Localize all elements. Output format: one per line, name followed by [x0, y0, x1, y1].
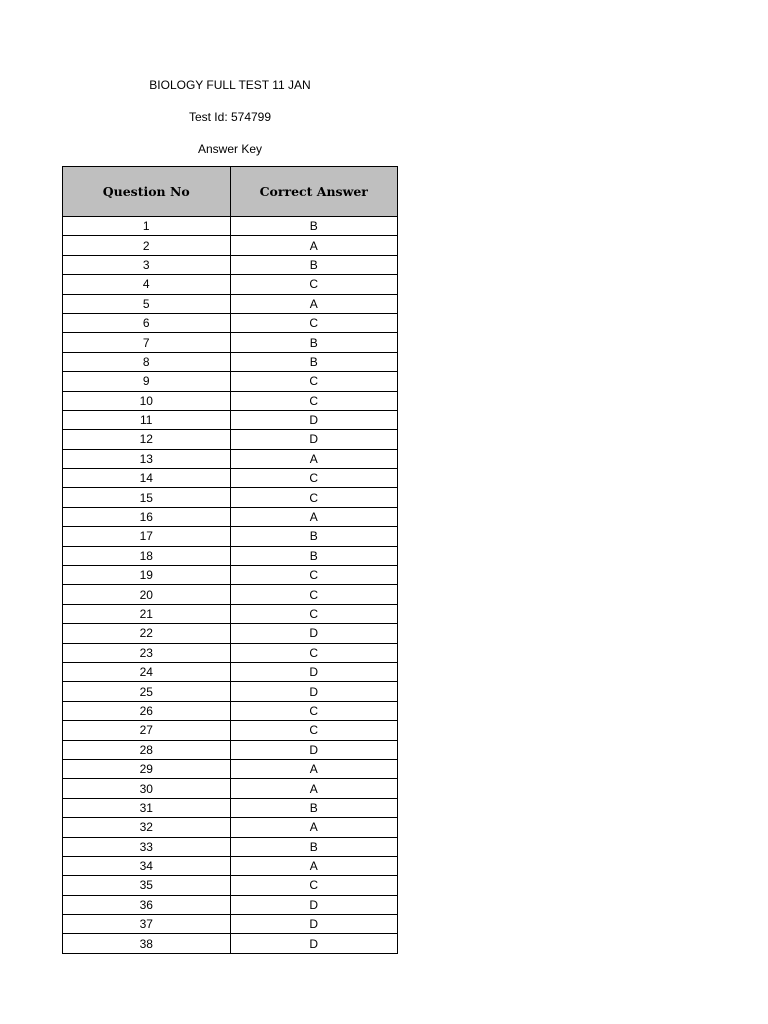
correct-answer-cell: C	[230, 721, 398, 740]
correct-answer-cell: C	[230, 643, 398, 662]
table-row	[63, 488, 398, 507]
question-number-cell: 3	[63, 255, 231, 274]
table-row	[63, 449, 398, 468]
question-number-cell: 13	[63, 449, 231, 468]
question-number-cell: 33	[63, 837, 231, 856]
answer-key-table	[62, 166, 398, 954]
table-row	[63, 856, 398, 875]
table-row	[63, 507, 398, 526]
table-row	[63, 313, 398, 332]
question-number-cell: 37	[63, 915, 231, 934]
question-number-cell: 10	[63, 391, 231, 410]
correct-answer-cell: D	[230, 934, 398, 953]
question-number-cell: 8	[63, 352, 231, 371]
question-number-cell: 4	[63, 275, 231, 294]
correct-answer-cell: D	[230, 662, 398, 681]
question-number-cell: 16	[63, 507, 231, 526]
question-number-cell: 7	[63, 333, 231, 352]
column-header-question-no: Question No	[63, 167, 231, 217]
question-number-cell: 5	[63, 294, 231, 313]
table-row	[63, 604, 398, 623]
question-number-cell: 26	[63, 701, 231, 720]
table-row	[63, 895, 398, 914]
question-number-cell: 29	[63, 759, 231, 778]
question-number-cell: 36	[63, 895, 231, 914]
correct-answer-cell: B	[230, 333, 398, 352]
question-number-cell: 28	[63, 740, 231, 759]
table-row	[63, 527, 398, 546]
correct-answer-cell: B	[230, 798, 398, 817]
table-row	[63, 915, 398, 934]
correct-answer-cell: A	[230, 818, 398, 837]
question-number-cell: 23	[63, 643, 231, 662]
correct-answer-cell: D	[230, 740, 398, 759]
correct-answer-cell: D	[230, 410, 398, 429]
correct-answer-cell: A	[230, 449, 398, 468]
correct-answer-cell: B	[230, 527, 398, 546]
correct-answer-cell: B	[230, 217, 398, 236]
table-row	[63, 759, 398, 778]
table-row	[63, 566, 398, 585]
question-number-cell: 15	[63, 488, 231, 507]
question-number-cell: 20	[63, 585, 231, 604]
correct-answer-cell: A	[230, 779, 398, 798]
table-header-row	[63, 167, 398, 217]
question-number-cell: 25	[63, 682, 231, 701]
table-row	[63, 410, 398, 429]
table-row	[63, 546, 398, 565]
table-row	[63, 275, 398, 294]
correct-answer-cell: C	[230, 585, 398, 604]
table-row	[63, 876, 398, 895]
table-row	[63, 643, 398, 662]
table-row	[63, 333, 398, 352]
correct-answer-cell: B	[230, 546, 398, 565]
question-number-cell: 34	[63, 856, 231, 875]
table-row	[63, 430, 398, 449]
table-row	[63, 740, 398, 759]
question-number-cell: 38	[63, 934, 231, 953]
correct-answer-cell: C	[230, 275, 398, 294]
correct-answer-cell: C	[230, 566, 398, 585]
question-number-cell: 2	[63, 236, 231, 255]
correct-answer-cell: A	[230, 294, 398, 313]
correct-answer-cell: B	[230, 352, 398, 371]
correct-answer-cell: C	[230, 372, 398, 391]
question-number-cell: 22	[63, 624, 231, 643]
correct-answer-cell: A	[230, 236, 398, 255]
table-row	[63, 779, 398, 798]
correct-answer-cell: C	[230, 701, 398, 720]
table-row	[63, 624, 398, 643]
correct-answer-cell: C	[230, 876, 398, 895]
table-row	[63, 391, 398, 410]
correct-answer-cell: D	[230, 430, 398, 449]
column-header-correct-answer: Correct Answer	[230, 167, 398, 217]
correct-answer-cell: C	[230, 391, 398, 410]
correct-answer-cell: D	[230, 915, 398, 934]
question-number-cell: 21	[63, 604, 231, 623]
question-number-cell: 35	[63, 876, 231, 895]
table-row	[63, 255, 398, 274]
table-row	[63, 662, 398, 681]
question-number-cell: 11	[63, 410, 231, 429]
table-row	[63, 372, 398, 391]
correct-answer-cell: A	[230, 507, 398, 526]
question-number-cell: 18	[63, 546, 231, 565]
question-number-cell: 12	[63, 430, 231, 449]
correct-answer-cell: C	[230, 313, 398, 332]
table-row	[63, 294, 398, 313]
question-number-cell: 14	[63, 469, 231, 488]
table-row	[63, 934, 398, 953]
table-row	[63, 682, 398, 701]
table-row	[63, 798, 398, 817]
table-row	[63, 837, 398, 856]
correct-answer-cell: B	[230, 837, 398, 856]
question-number-cell: 32	[63, 818, 231, 837]
question-number-cell: 6	[63, 313, 231, 332]
table-row	[63, 217, 398, 236]
table-row	[63, 352, 398, 371]
correct-answer-cell: D	[230, 624, 398, 643]
table-row	[63, 469, 398, 488]
question-number-cell: 24	[63, 662, 231, 681]
document-title: BIOLOGY FULL TEST 11 JAN	[149, 78, 311, 92]
question-number-cell: 30	[63, 779, 231, 798]
table-row	[63, 701, 398, 720]
question-number-cell: 27	[63, 721, 231, 740]
correct-answer-cell: A	[230, 759, 398, 778]
question-number-cell: 9	[63, 372, 231, 391]
correct-answer-cell: D	[230, 682, 398, 701]
correct-answer-cell: C	[230, 604, 398, 623]
question-number-cell: 17	[63, 527, 231, 546]
answer-key-heading: Answer Key	[197, 142, 263, 156]
correct-answer-cell: C	[230, 469, 398, 488]
table-row	[63, 585, 398, 604]
table-row	[63, 818, 398, 837]
correct-answer-cell: C	[230, 488, 398, 507]
table-body	[63, 217, 398, 954]
question-number-cell: 31	[63, 798, 231, 817]
question-number-cell: 19	[63, 566, 231, 585]
test-id: Test Id: 574799	[188, 110, 272, 124]
table-row	[63, 236, 398, 255]
question-number-cell: 1	[63, 217, 231, 236]
table-row	[63, 721, 398, 740]
correct-answer-cell: D	[230, 895, 398, 914]
correct-answer-cell: A	[230, 856, 398, 875]
correct-answer-cell: B	[230, 255, 398, 274]
